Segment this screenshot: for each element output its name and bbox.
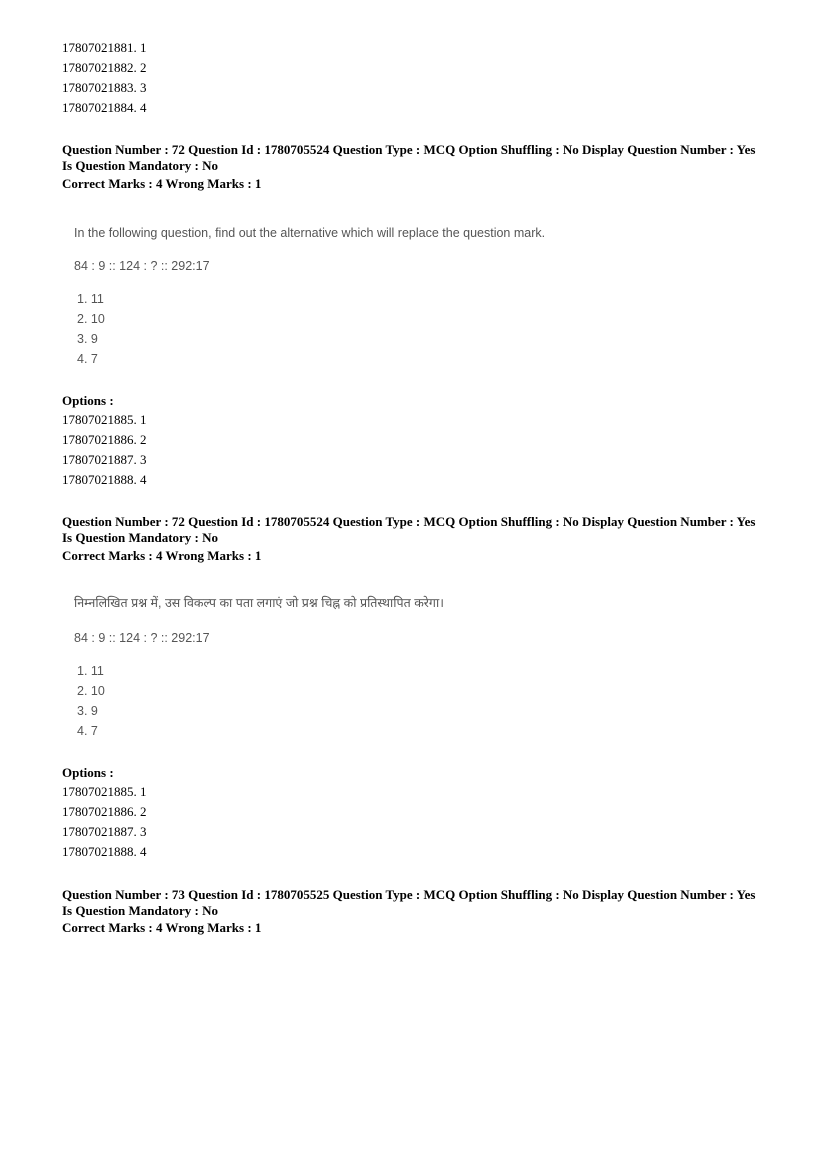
q2-choice-4: 4. 7 — [77, 724, 98, 738]
q1-option-2: 17807021886. 2 — [62, 432, 147, 447]
q3-header: Question Number : 73 Question Id : 1780705525 Question Type : MCQ Option Shuffling : No Display Question Number : Yes — [62, 887, 756, 902]
q2-options-label: Options : — [62, 765, 114, 780]
q1-choice-2: 2. 10 — [77, 312, 105, 326]
q2-series: 84 : 9 :: 124 : ? :: 292:17 — [74, 631, 210, 645]
q2-option-4: 17807021888. 4 — [62, 844, 147, 859]
q2-option-3: 17807021887. 3 — [62, 824, 147, 839]
q2-question-text: निम्नलिखित प्रश्न में, उस विकल्प का पता लगाएं जो प्रश्न चिह्न को प्रतिस्थापित करेगा। — [74, 596, 444, 610]
q1-option-1: 17807021885. 1 — [62, 412, 147, 427]
q2-option-2: 17807021886. 2 — [62, 804, 147, 819]
q1-choice-3: 3. 9 — [77, 332, 98, 346]
q1-option-4: 17807021888. 4 — [62, 472, 147, 487]
top-option-2: 17807021882. 2 — [62, 60, 147, 75]
q1-choice-1: 1. 11 — [77, 292, 104, 306]
q2-choice-3: 3. 9 — [77, 704, 98, 718]
q1-series: 84 : 9 :: 124 : ? :: 292:17 — [74, 259, 210, 273]
top-option-4: 17807021884. 4 — [62, 100, 147, 115]
q1-marks: Correct Marks : 4 Wrong Marks : 1 — [62, 176, 262, 191]
q2-choice-2: 2. 10 — [77, 684, 105, 698]
q2-choice-1: 1. 11 — [77, 664, 104, 678]
q2-mandatory: Is Question Mandatory : No — [62, 530, 219, 545]
q3-marks: Correct Marks : 4 Wrong Marks : 1 — [62, 920, 262, 935]
q2-marks: Correct Marks : 4 Wrong Marks : 1 — [62, 548, 262, 563]
top-option-3: 17807021883. 3 — [62, 80, 147, 95]
q2-header: Question Number : 72 Question Id : 1780705524 Question Type : MCQ Option Shuffling : No Display Question Number : Yes — [62, 514, 756, 529]
top-option-1: 17807021881. 1 — [62, 40, 147, 55]
q2-option-1: 17807021885. 1 — [62, 784, 147, 799]
q1-choice-4: 4. 7 — [77, 352, 98, 366]
q1-options-label: Options : — [62, 393, 114, 408]
q1-question-text: In the following question, find out the alternative which will replace the question mark. — [74, 226, 546, 240]
q3-mandatory: Is Question Mandatory : No — [62, 903, 219, 918]
q1-option-3: 17807021887. 3 — [62, 452, 147, 467]
q1-header: Question Number : 72 Question Id : 1780705524 Question Type : MCQ Option Shuffling : No Display Question Number : Yes — [62, 142, 756, 157]
q1-mandatory: Is Question Mandatory : No — [62, 158, 219, 173]
